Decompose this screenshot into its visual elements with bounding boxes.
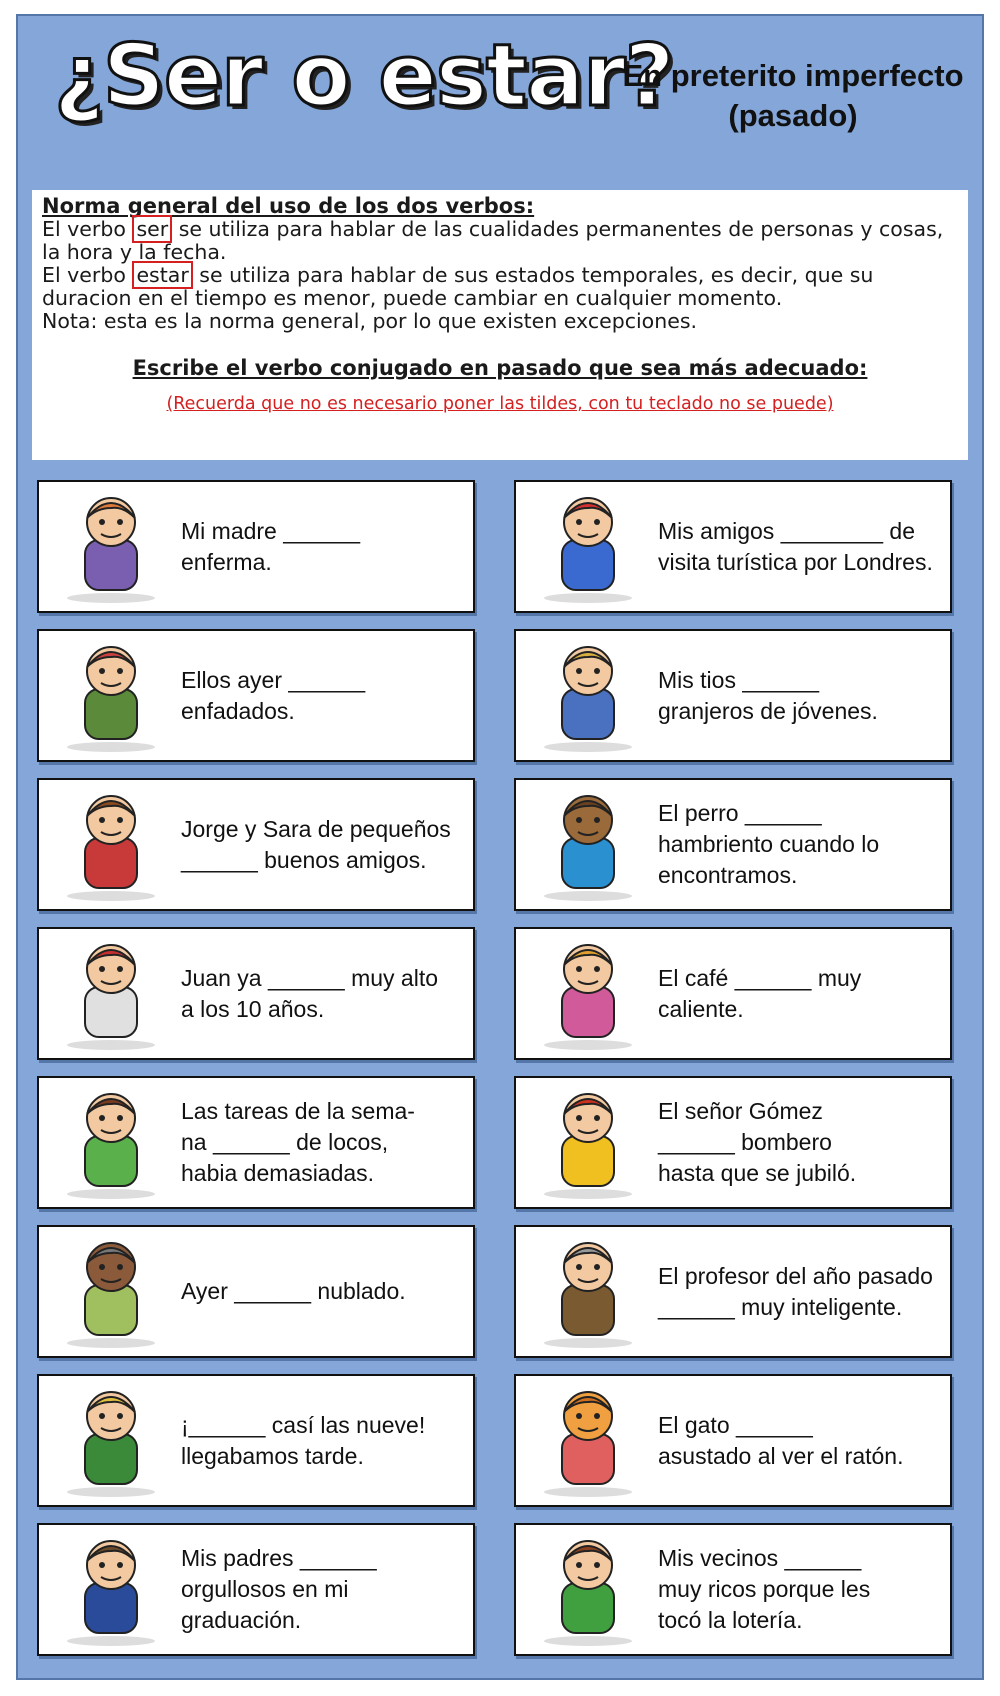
rules-heading: Norma general del uso de los dos verbos: xyxy=(42,194,535,218)
sentence-line: El gato ______ xyxy=(658,1411,813,1438)
hot-coffee-woman-icon xyxy=(524,935,652,1053)
sentence-line: Ayer ______ nublado. xyxy=(181,1278,406,1304)
exercise-card xyxy=(37,1523,475,1656)
exercise-card xyxy=(37,778,475,911)
sentence-line: El profesor del año pasado xyxy=(658,1262,933,1289)
tip-text: (Recuerda que no es necesario poner las tildes, con tu teclado no se puede) xyxy=(166,394,834,414)
scared-cat-icon xyxy=(524,1382,652,1500)
page-subtitle xyxy=(598,56,988,136)
page-title: ¿Ser o estar? xyxy=(54,26,674,126)
sentence-line: habia demasiadas. xyxy=(181,1160,375,1186)
exercise-card xyxy=(514,1225,952,1358)
sentence-line: visita turística por Londres. xyxy=(658,548,933,575)
sentence-line: Mis amigos ________ de xyxy=(658,517,915,544)
rules-panel xyxy=(32,190,968,460)
exercise-sentence xyxy=(181,631,467,760)
sentence-line: llegabamos tarde. xyxy=(181,1442,364,1469)
hungry-dog-icon xyxy=(524,786,652,904)
exercise-card xyxy=(514,480,952,613)
stressed-student-icon xyxy=(47,1084,175,1202)
exercise-sentence xyxy=(181,1525,467,1654)
sentence-line: granjeros de jóvenes. xyxy=(658,697,878,724)
sentence-line: hasta que se jubiló. xyxy=(658,1160,857,1186)
exercise-sentence xyxy=(658,482,944,611)
subtitle-line-1: En preterito imperfecto xyxy=(622,58,964,93)
sentence-line: El señor Gómez xyxy=(658,1098,823,1124)
sentence-line: Ellos ayer ______ xyxy=(181,666,366,693)
two-kids-icon xyxy=(47,786,175,904)
exercise-card xyxy=(514,1374,952,1507)
rule-ser-prefix: El verbo xyxy=(42,217,126,241)
exercise-sentence xyxy=(181,482,467,611)
exercise-sentence xyxy=(658,929,944,1058)
exercise-card xyxy=(37,629,475,762)
exercise-sentence xyxy=(658,1078,944,1207)
sentence-line: asustado al ver el ratón. xyxy=(658,1442,904,1469)
proud-parents-icon xyxy=(47,1531,175,1649)
exercise-sentence xyxy=(181,1227,467,1356)
running-late-icon xyxy=(47,1382,175,1500)
sentence-line: graduación. xyxy=(181,1607,302,1633)
sentence-line: tocó la lotería. xyxy=(658,1607,803,1633)
clever-professor-icon xyxy=(524,1233,652,1351)
sentence-line: ¡______ casí las nueve! xyxy=(181,1411,426,1438)
rule-ser-text: se utiliza para hablar de las cualidades permanentes de personas y cosas, la hora y la fecha. xyxy=(42,217,944,264)
firefighter-icon xyxy=(524,1084,652,1202)
sentence-line: a los 10 años. xyxy=(181,995,325,1022)
exercise-sentence xyxy=(658,1525,944,1654)
sentence-line: ______ buenos amigos. xyxy=(181,846,427,873)
exercise-sentence xyxy=(658,1227,944,1356)
exercise-card xyxy=(514,927,952,1060)
exercise-card xyxy=(37,480,475,613)
sentence-line: enfadados. xyxy=(181,697,295,724)
sentence-line: El perro ______ xyxy=(658,800,822,826)
subtitle-line-2: (pasado) xyxy=(728,98,858,133)
exercise-card xyxy=(37,1374,475,1507)
sentence-line: Mi madre ______ xyxy=(181,517,360,544)
farmers-with-cow-icon xyxy=(524,637,652,755)
lottery-winners-icon xyxy=(524,1531,652,1649)
sentence-line: Mis vecinos ______ xyxy=(658,1545,862,1571)
exercise-card xyxy=(514,1076,952,1209)
exercise-sentence xyxy=(658,780,944,909)
sentence-line: Jorge y Sara de pequeños xyxy=(181,815,451,842)
sentence-line: Juan ya ______ muy alto xyxy=(181,964,439,991)
sentence-line: enferma. xyxy=(181,548,272,575)
sentence-line: hambriento cuando lo xyxy=(658,831,880,857)
sentence-line: Las tareas de la sema- xyxy=(181,1098,415,1124)
sentence-line: ______ bombero xyxy=(658,1129,832,1155)
cloudy-weather-icon xyxy=(47,1233,175,1351)
sentence-line: Mis tios ______ xyxy=(658,666,820,693)
exercise-card xyxy=(514,629,952,762)
rule-note: Nota: esta es la norma general, por lo que existen excepciones. xyxy=(42,309,698,333)
sick-woman-in-bed-icon xyxy=(47,488,175,606)
sentence-line: na ______ de locos, xyxy=(181,1129,389,1155)
exercise-sentence xyxy=(658,631,944,760)
sentence-line: muy ricos porque les xyxy=(658,1576,871,1602)
exercise-card xyxy=(37,1225,475,1358)
exercise-card xyxy=(37,927,475,1060)
sentence-line: caliente. xyxy=(658,995,744,1022)
arguing-couple-icon xyxy=(47,637,175,755)
ser-word-box: ser xyxy=(132,215,172,243)
exercise-card xyxy=(37,1076,475,1209)
exercise-sentence xyxy=(658,1376,944,1505)
exercise-sentence xyxy=(181,929,467,1058)
exercise-sentence xyxy=(181,1376,467,1505)
exercise-card xyxy=(514,1523,952,1656)
basketball-player-icon xyxy=(47,935,175,1053)
rule-estar-text: se utiliza para hablar de sus estados temporales, es decir, que su duracion en el tiempo es menor, puede cambiar en cualquier momento. xyxy=(42,263,874,310)
sentence-line: El café ______ muy xyxy=(658,964,862,991)
rule-estar xyxy=(42,264,958,310)
sentence-line: Mis padres ______ xyxy=(181,1545,377,1571)
rule-estar-prefix: El verbo xyxy=(42,263,126,287)
sentence-line: encontramos. xyxy=(658,862,798,888)
tourist-bus-icon xyxy=(524,488,652,606)
sentence-line: ______ muy inteligente. xyxy=(658,1293,903,1320)
estar-word-box: estar xyxy=(132,261,192,289)
exercise-sentence xyxy=(181,780,467,909)
instruction-text: Escribe el verbo conjugado en pasado que sea más adecuado: xyxy=(132,356,868,380)
exercise-card xyxy=(514,778,952,911)
rule-ser xyxy=(42,218,958,264)
sentence-line: orgullosos en mi xyxy=(181,1576,349,1602)
exercise-sentence xyxy=(181,1078,467,1207)
